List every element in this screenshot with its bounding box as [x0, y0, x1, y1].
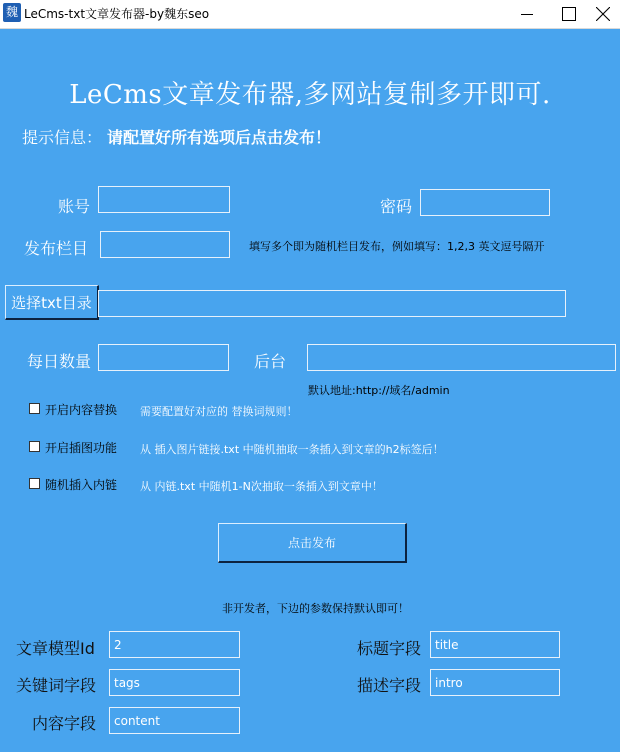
column-label: 发布栏目	[24, 239, 89, 258]
desc-field-label: 描述字段	[357, 676, 422, 695]
window-title: LeCms-txt文章发布器-by魏东seo	[24, 7, 210, 21]
page-title: LeCms文章发布器,多网站复制多开即可.	[69, 80, 551, 110]
backend-hint: 默认地址:http://域名/admin	[308, 384, 450, 397]
model-id-label: 文章模型Id	[16, 639, 95, 658]
image-insert-checkbox[interactable]	[29, 441, 40, 452]
minimize-icon	[521, 8, 533, 20]
internal-link-desc: 从 内链.txt 中随机1-N次抽取一条插入到文章中！	[140, 480, 383, 493]
desc-field-input[interactable]	[430, 669, 560, 696]
account-label: 账号	[58, 197, 91, 216]
hint-text: 请配置好所有选项后点击发布！	[107, 128, 332, 147]
internal-link-checkbox[interactable]	[29, 478, 40, 489]
account-input[interactable]	[98, 186, 230, 213]
developer-note: 非开发者，下边的参数保持默认即可！	[222, 602, 409, 615]
content-replace-label: 开启内容替换	[45, 403, 118, 417]
daily-count-input[interactable]	[98, 344, 229, 371]
maximize-button[interactable]	[552, 0, 586, 28]
model-id-input[interactable]	[109, 631, 240, 658]
password-label: 密码	[380, 197, 413, 216]
app-client-area	[0, 29, 620, 752]
title-field-input[interactable]	[430, 631, 560, 658]
window-titlebar	[0, 0, 620, 29]
backend-label: 后台	[254, 352, 287, 371]
keywords-field-input[interactable]	[109, 669, 240, 696]
image-insert-desc: 从 插入图片链接.txt 中随机抽取一条插入到文章的h2标签后！	[140, 443, 444, 456]
content-field-input[interactable]	[109, 707, 240, 734]
content-replace-checkbox[interactable]	[29, 403, 40, 414]
content-field-label: 内容字段	[32, 714, 97, 733]
close-icon	[596, 7, 610, 21]
maximize-icon	[562, 7, 576, 21]
column-input[interactable]	[100, 231, 230, 258]
hint-label: 提示信息：	[22, 128, 103, 147]
close-button[interactable]	[586, 0, 620, 28]
daily-count-label: 每日数量	[27, 352, 92, 371]
minimize-button[interactable]	[510, 0, 544, 28]
content-replace-desc: 需要配置好对应的 替换词规则！	[140, 405, 298, 418]
select-txt-dir-button[interactable]: 选择txt目录	[5, 285, 99, 320]
publish-button[interactable]: 点击发布	[218, 523, 407, 563]
title-field-label: 标题字段	[357, 639, 422, 658]
app-icon: 魏	[3, 3, 21, 22]
image-insert-label: 开启插图功能	[45, 441, 118, 455]
txt-dir-input[interactable]	[98, 290, 566, 317]
password-input[interactable]	[420, 189, 550, 216]
keywords-field-label: 关键词字段	[16, 676, 97, 695]
column-hint: 填写多个即为随机栏目发布，例如填写：1,2,3 英文逗号隔开	[249, 240, 545, 253]
backend-input[interactable]	[307, 344, 616, 371]
internal-link-label: 随机插入内链	[45, 478, 118, 492]
